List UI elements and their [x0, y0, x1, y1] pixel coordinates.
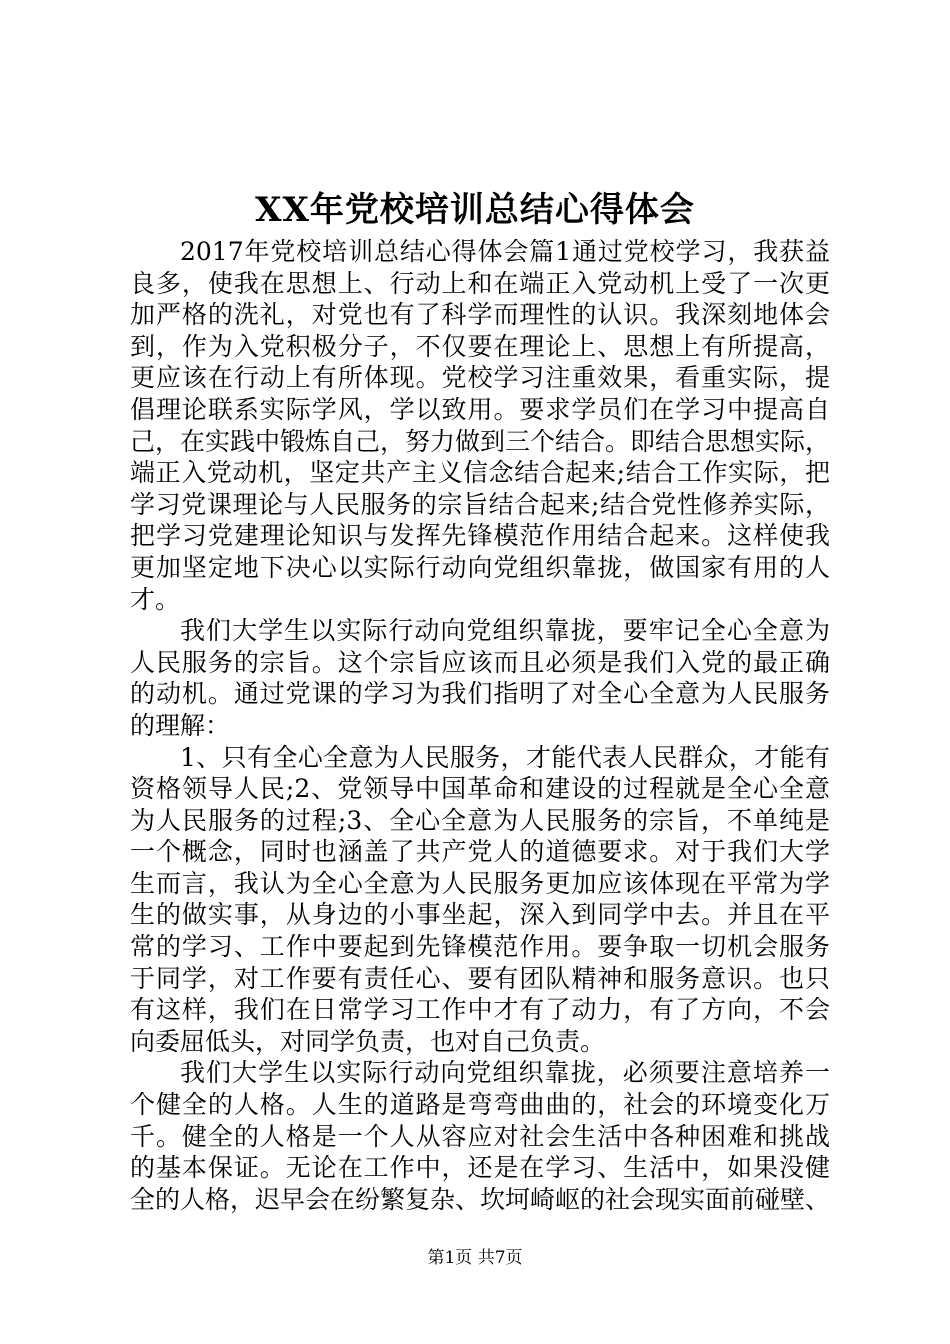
text-line: 的理解：	[130, 710, 231, 740]
text-line: 2017年党校培训总结心得体会篇1通过党校学习，我获益	[180, 237, 830, 266]
document-body	[130, 236, 830, 1215]
text-line: 常的学习、工作中要起到先锋模范作用。要争取一切机会服务	[130, 932, 830, 962]
text-line: 于同学，对工作要有责任心、要有团队精神和服务意识。也只	[130, 963, 830, 993]
text-line: 1、只有全心全意为人民服务，才能代表人民群众，才能有	[180, 742, 830, 772]
text-line: 生的做实事，从身边的小事坐起，深入到同学中去。并且在平	[130, 900, 830, 930]
text-line: 人民服务的宗旨。这个宗旨应该而且必须是我们入党的最正确	[130, 647, 830, 677]
text-line: 更加坚定地下决心以实际行动向党组织靠拢，做国家有用的人	[130, 552, 830, 582]
text-line: 才。	[130, 584, 181, 614]
text-line: 把学习党建理论知识与发挥先锋模范作用结合起来。这样使我	[130, 521, 830, 551]
text-line: 向委屈低头，对同学负责，也对自己负责。	[130, 1026, 606, 1056]
text-line: 的基本保证。无论在工作中，还是在学习、生活中，如果没健	[130, 1153, 830, 1183]
text-line: 学习党课理论与人民服务的宗旨结合起来;结合党性修养实际，	[130, 489, 830, 519]
text-line: 为人民服务的过程;3、全心全意为人民服务的宗旨，不单纯是	[130, 805, 830, 835]
document-title: XX年党校培训总结心得体会	[255, 190, 695, 230]
text-line: 生而言，我认为全心全意为人民服务更加应该体现在平常为学	[130, 868, 830, 898]
text-line: 资格领导人民;2、党领导中国革命和建设的过程就是全心全意	[130, 774, 830, 804]
text-line: 加严格的洗礼，对党也有了科学而理性的认识。我深刻地体会	[130, 300, 830, 330]
text-line: 到，作为入党积极分子，不仅要在理论上、思想上有所提高，	[130, 331, 830, 361]
text-line: 全的人格，迟早会在纷繁复杂、坎坷崎岖的社会现实面前碰壁、	[130, 1184, 830, 1214]
text-line: 良多，使我在思想上、行动上和在端正入党动机上受了一次更	[130, 268, 830, 298]
text-line: 个健全的人格。人生的道路是弯弯曲曲的，社会的环境变化万	[130, 1090, 830, 1120]
text-line: 的动机。通过党课的学习为我们指明了对全心全意为人民服务	[130, 679, 830, 709]
text-line: 有这样，我们在日常学习工作中才有了动力，有了方向，不会	[130, 995, 830, 1025]
text-line: 倡理论联系实际学风，学以致用。要求学员们在学习中提高自	[130, 394, 830, 424]
page-footer: 第1页 共7页	[427, 1248, 523, 1268]
text-line: 一个概念，同时也涵盖了共产党人的道德要求。对于我们大学	[130, 837, 830, 867]
text-line: 己，在实践中锻炼自己，努力做到三个结合。即结合思想实际，	[130, 426, 830, 456]
text-line: 我们大学生以实际行动向党组织靠拢，要牢记全心全意为	[180, 616, 830, 646]
text-line: 千。健全的人格是一个人从容应对社会生活中各种困难和挑战	[130, 1121, 830, 1151]
text-line: 端正入党动机，坚定共产主义信念结合起来;结合工作实际，把	[130, 458, 830, 488]
text-line: 更应该在行动上有所体现。党校学习注重效果，看重实际，提	[130, 363, 830, 393]
text-line: 我们大学生以实际行动向党组织靠拢，必须要注意培养一	[180, 1058, 830, 1088]
